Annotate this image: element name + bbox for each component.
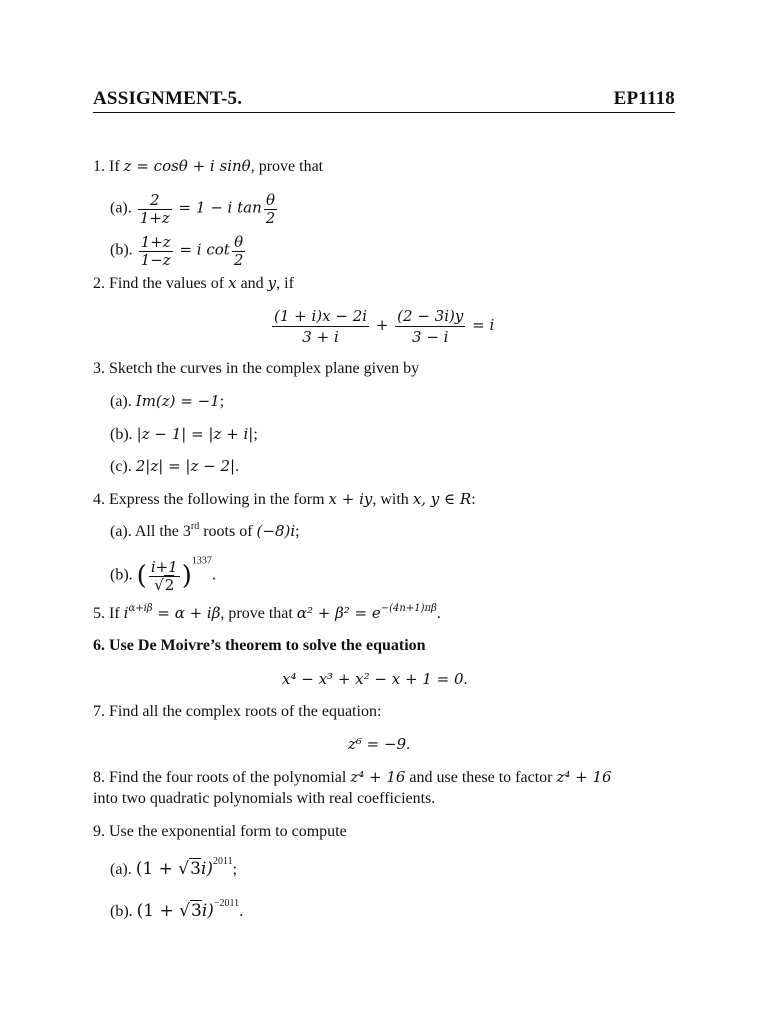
q1a-theta-fraction: $\frac{\theta}{2}$	[265, 191, 276, 227]
q2-fraction-2: $\frac{(2 - 3i)y}{3 - i}$	[397, 306, 464, 346]
course-code: EP1118	[613, 88, 675, 109]
question-8-line-1: 8. Find the four roots of the polynomial z⁴ + 16 and use these to factor z⁴ + 16	[93, 768, 612, 786]
q1a-fraction: $\frac{2}{1+z}$	[139, 191, 170, 227]
question-1a: (a). $\frac{2}{1+z}$ = 1 − i tan $\frac{\theta}{2}$	[110, 191, 276, 227]
question-9: 9. Use the exponential form to compute	[93, 823, 347, 840]
question-7: 7. Find all the complex roots of the equation:	[93, 703, 382, 720]
question-6-equation: x⁴ − x³ + x² − x + 1 = 0.	[282, 670, 468, 688]
question-5: 5. If $i^{\alpha+i\beta} = \alpha + i\beta$, prove that $\alpha^2 + \beta^2 = e^{-(4n+1)\pi\beta}$.	[93, 603, 441, 622]
question-2-equation: $\frac{(1 + i)x - 2i}{3 + i}$ + $\frac{(2 - 3i)y}{3 - i}$ = i	[274, 306, 495, 346]
q2-fraction-1: $\frac{(1 + i)x - 2i}{3 + i}$	[274, 306, 368, 346]
assignment-title: ASSIGNMENT-5.	[93, 88, 243, 109]
question-4b: (b). ( $\frac{i+1}{√2}$ )$^{1337}$.	[110, 555, 216, 594]
q1-statement: z = cosθ + i sinθ	[123, 157, 251, 175]
question-9b: (b). $(1 + √3i)^{-2011}$.	[110, 898, 244, 921]
question-3c: (c). 2|z| = |z − 2|.	[110, 457, 240, 475]
question-1b: (b). $\frac{1+z}{1-z}$ = i cot $\frac{\theta}{2}$	[110, 233, 244, 269]
header	[93, 88, 675, 113]
question-8-line-2: into two quadratic polynomials with real coefficients.	[93, 790, 436, 807]
q4b-exponent: 1337	[191, 555, 212, 567]
question-3a: (a). Im(z) = −1;	[110, 392, 225, 410]
question-4: 4. Express the following in the form x + iy, with x, y ∈ R:	[93, 490, 476, 508]
question-7-equation: z⁶ = −9.	[348, 735, 411, 753]
question-3: 3. Sketch the curves in the complex plane given by	[93, 360, 420, 377]
question-9a: (a). $(1 + √3i)^{2011}$;	[110, 856, 238, 879]
question-3b: (b). |z − 1| = |z + i|;	[110, 425, 258, 443]
q4b-fraction: $\frac{i+1}{√2}$	[150, 558, 178, 594]
q1b-fraction: $\frac{1+z}{1-z}$	[140, 233, 171, 269]
question-4a: (a). All the 3rd roots of (−8)i;	[110, 521, 300, 540]
question-2: 2. Find the values of x and y, if	[93, 274, 294, 292]
question-1: 1. If z = cosθ + i sinθ, prove that	[93, 157, 324, 175]
question-6: 6. Use De Moivre’s theorem to solve the equation	[93, 637, 426, 654]
q1b-theta-fraction: $\frac{\theta}{2}$	[233, 233, 244, 269]
